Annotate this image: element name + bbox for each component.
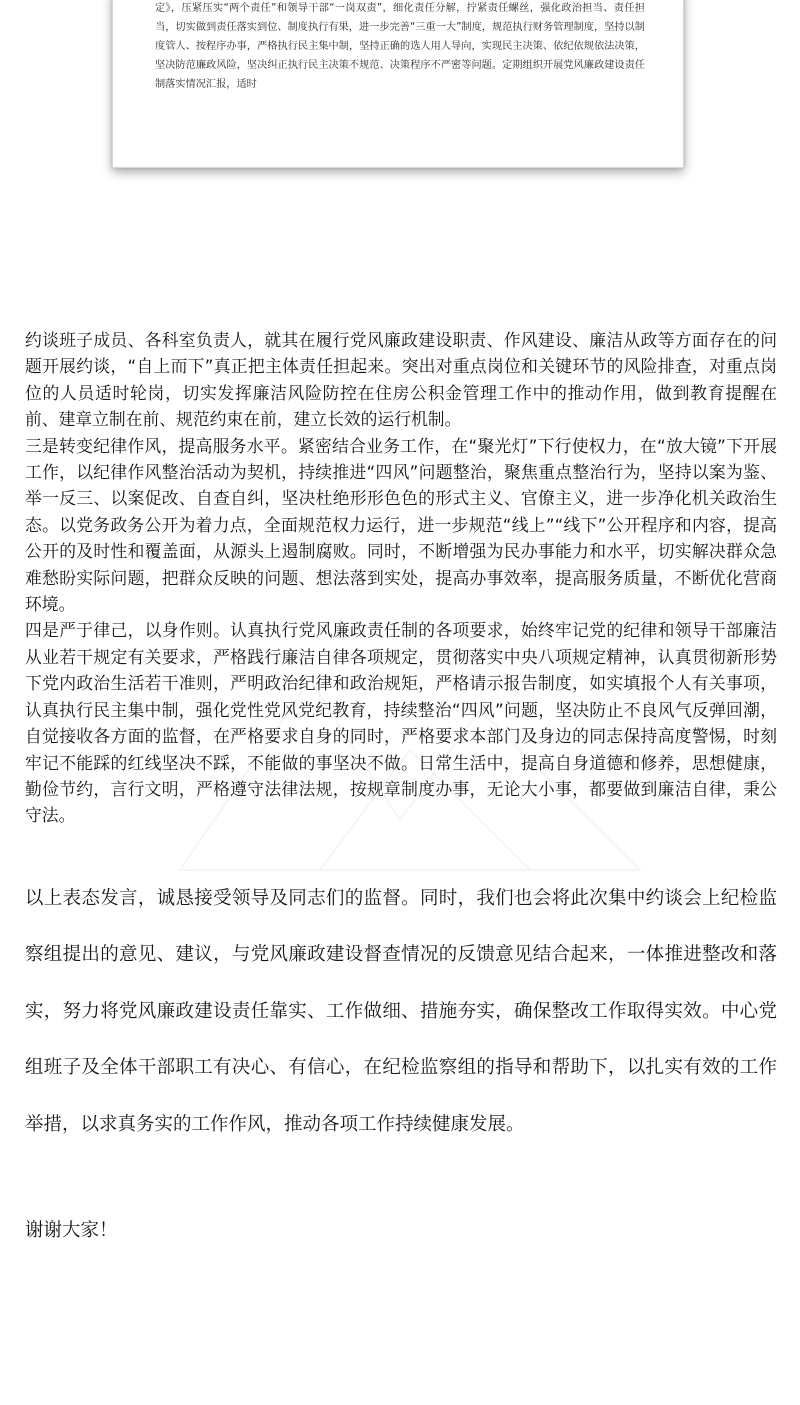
paragraph-interviews: 约谈班子成员、各科室负责人，就其在履行党风廉政建设职责、作风建设、廉洁从政等方面存在的问题开展约谈，“自上而下”真正把主体责任担起来。突出对重点岗位和关键环节的风险排查，对重点岗位的人员适时轮岗，切实发挥廉洁风险防控在住房公积金管理工作中的推动作用，做到教育提醒在前、建章立制在前、规范约束在前，建立长效的运行机制。: [25, 330, 777, 430]
closing-statement: 以上表态发言，诚恳接受领导及同志们的监督。同时，我们也会将此次集中约谈会上纪检监察组提出的意见、建议，与党风廉政建设督查情况的反馈意见结合起来，一体推进整改和落实，努力将党风廉政建设责任靠实、工作做细、措施夯实，确保整改工作取得实效。中心党组班子及全体干部职工有决心、有信心，在纪检监察组的指导和帮助下，以扎实有效的工作举措，以求真务实的工作作风，推动各项工作持续健康发展。: [25, 888, 777, 1135]
document-preview-page: [112, 0, 684, 168]
paragraph-discipline-style: 三是转变纪律作风，提高服务水平。紧密结合业务工作，在“聚光灯”下行使权力，在“放大镜”下开展工作，以纪律作风整治活动为契机，持续推进“四风”问题整治，聚焦重点整治行为，坚持以案为鉴、举一反三、以案促改、自查自纠，坚决杜绝形形色色的形式主义、官僚主义，进一步净化机关政治生态。以党务政务公开为着力点，全面规范权力运行，进一步规范“线上”“线下”公开程序和内容，提高公开的及时性和覆盖面，从源头上遏制腐败。同时，不断增强为民办事能力和水平，切实解决群众急难愁盼实际问题，把群众反映的问题、想法落到实处，提高办事效率，提高服务质量，不断优化营商环境。: [25, 435, 777, 615]
document-body: [25, 327, 777, 829]
preview-text: 定》，压紧压实“两个责任”和领导干部“一岗双责”，细化责任分解，拧紧责任螺丝，强化政治担当、责任担当，切实做到责任落实到位、制度执行有果，进一步完善“三重一大”制度，规范执行财务管理制度，坚持以制度管人、按程序办事，严格执行民主集中制，坚持正确的选人用人导向，实现民主决策、依纪依规依法决策，坚决防范廉政风险，坚决纠正执行民主决策不规范、决策程序不严密等问题。定期组织开展党风廉政建设责任制落实情况汇报，适时: [155, 3, 645, 90]
paragraph-self-discipline: 四是严于律己，以身作则。认真执行党风廉政责任制的各项要求，始终牢记党的纪律和领导干部廉洁从业若干规定有关要求，严格践行廉洁自律各项规定，贯彻落实中央八项规定精神，认真贯彻新形势下党内政治生活若干准则，严明政治纪律和政治规矩，严格请示报告制度，如实填报个人有关事项，认真执行民主集中制，强化党性党风党纪教育，持续整治“四风”问题，坚决防止不良风气反弹回潮，自觉接收各方面的监督，在严格要求自身的同时，严格要求本部门及身边的同志保持高度警惕，时刻牢记不能踩的红线坚决不踩，不能做的事坚决不做。日常生活中，提高自身道德和修养，思想健康，勤俭节约，言行文明，严格遵守法律法规，按规章制度办事，无论大小事，都要做到廉洁自律，秉公守法。: [25, 620, 777, 826]
thanks-line: 谢谢大家！: [25, 1220, 118, 1241]
